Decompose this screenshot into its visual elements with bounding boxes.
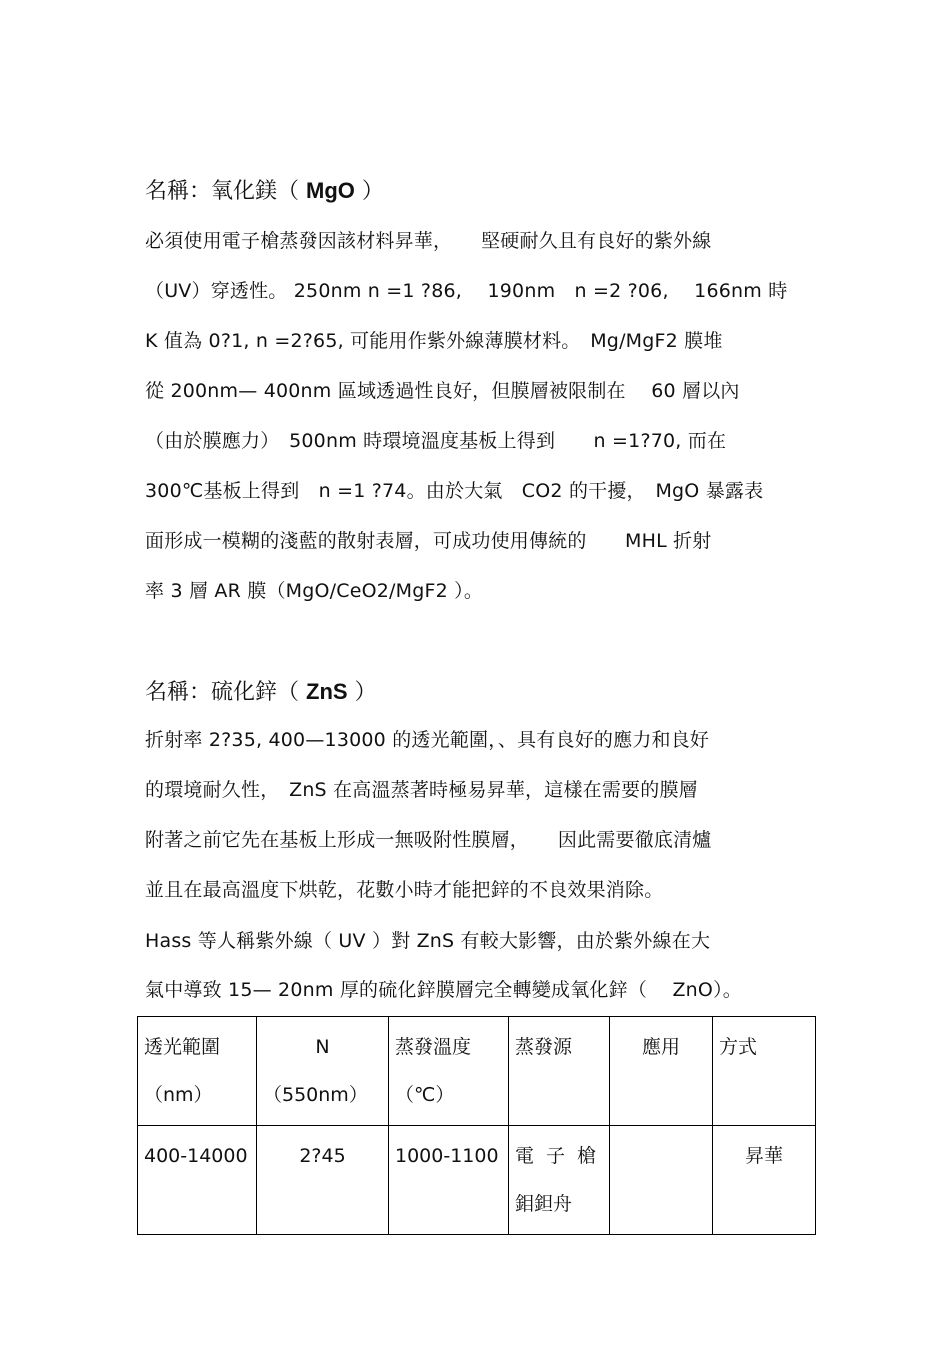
cell-source xyxy=(509,1126,610,1235)
mgo-heading xyxy=(145,176,384,207)
cell-temp xyxy=(389,1126,509,1235)
header-unit xyxy=(719,1071,809,1119)
header-label: N xyxy=(315,1036,330,1058)
header-label: 方式 xyxy=(719,1036,758,1058)
zns-heading-prefix: 名稱：硫化鋅（ xyxy=(145,680,300,705)
mgo-paragraph-line: 面形成一模糊的淺藍的散射表層，可成功使用傳統的 MHL 折射 xyxy=(145,530,712,552)
cell-value: 昇華 xyxy=(744,1145,783,1167)
cell-value: 電子槍 xyxy=(515,1145,609,1167)
header-label: 蒸發源 xyxy=(515,1036,573,1058)
zns-paragraph-line: 的環境耐久性， ZnS 在高溫蒸著時極易昇華，這樣在需要的膜層 xyxy=(145,779,698,801)
mgo-paragraph-line: 300℃基板上得到 n =1 ?74。由於大氣 CO2 的干擾， MgO 暴露表 xyxy=(145,480,764,502)
mgo-paragraph-line: K 值為 0?1, n =2?65, 可能用作紫外線薄膜材料。 Mg/MgF2 膜堆 xyxy=(145,330,723,352)
table-header-row xyxy=(138,1017,816,1126)
zns-paragraph-line: 折射率 2?35, 400—13000 的透光範圍，、具有良好的應力和良好 xyxy=(145,729,710,751)
cell-value: 鉬鉭舟 xyxy=(515,1193,573,1215)
mgo-heading-formula: MgO xyxy=(306,178,355,203)
cell-n xyxy=(257,1126,389,1235)
table-row xyxy=(138,1126,816,1235)
header-cell-method xyxy=(713,1017,816,1126)
cell-value: 2?45 xyxy=(299,1145,346,1167)
header-label: 應用 xyxy=(641,1036,680,1058)
zns-paragraph-line: 氣中導致 15— 20nm 厚的硫化鋅膜層完全轉變成氧化鋅（ ZnO）。 xyxy=(145,979,742,1001)
header-cell-application xyxy=(610,1017,713,1126)
header-label: 透光範圍 xyxy=(144,1036,221,1058)
cell-method xyxy=(713,1126,816,1235)
mgo-paragraph-line: 率 3 層 AR 膜（MgO/CeO2/MgF2 ）。 xyxy=(145,580,484,602)
mgo-heading-prefix: 名稱：氧化鎂（ xyxy=(145,179,300,204)
cell-value: 1000-1100 xyxy=(395,1145,499,1167)
header-unit: （℃） xyxy=(395,1084,455,1106)
header-cell-source xyxy=(509,1017,610,1126)
properties-table xyxy=(137,1016,816,1235)
header-unit: （nm） xyxy=(144,1084,213,1106)
mgo-paragraph-line: （由於膜應力） 500nm 時環境溫度基板上得到 n =1?70, 而在 xyxy=(145,430,727,452)
zns-heading-formula: ZnS xyxy=(306,679,348,704)
zns-paragraph-line: 並且在最高溫度下烘乾，花數小時才能把鋅的不良效果消除。 xyxy=(145,879,664,901)
cell-value xyxy=(616,1132,706,1180)
cell-application xyxy=(610,1126,713,1235)
zns-heading xyxy=(145,677,377,708)
mgo-heading-suffix: ） xyxy=(361,179,384,204)
zns-heading-suffix: ） xyxy=(354,680,377,705)
header-unit xyxy=(616,1071,706,1119)
header-cell-temp xyxy=(389,1017,509,1126)
header-cell-range xyxy=(138,1017,257,1126)
cell-range xyxy=(138,1126,257,1235)
mgo-paragraph-line: （UV）穿透性。 250nm n =1 ?86, 190nm n =2 ?06, 166nm 時 xyxy=(145,280,788,302)
zns-paragraph-line: 附著之前它先在基板上形成一無吸附性膜層， 因此需要徹底清爐 xyxy=(145,829,712,851)
header-cell-n xyxy=(257,1017,389,1126)
header-label: 蒸發溫度 xyxy=(395,1036,472,1058)
mgo-paragraph-line: 必須使用電子槍蒸發因該材料昇華， 堅硬耐久且有良好的紫外線 xyxy=(145,230,712,252)
header-unit: （550nm） xyxy=(263,1084,368,1106)
cell-value: 400-14000 xyxy=(144,1145,248,1167)
zns-paragraph-line: Hass 等人稱紫外線（ UV ）對 ZnS 有較大影響，由於紫外線在大 xyxy=(145,930,711,952)
header-unit xyxy=(515,1071,603,1119)
mgo-paragraph-line: 從 200nm— 400nm 區域透過性良好，但膜層被限制在 60 層以內 xyxy=(145,380,740,402)
